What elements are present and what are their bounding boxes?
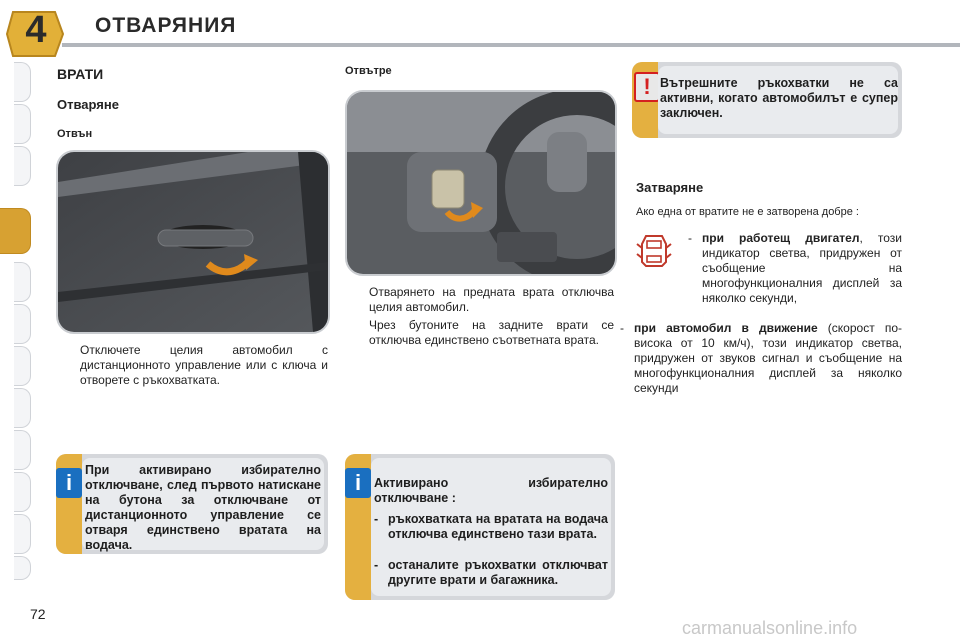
info-mid-item-1-text: ръкохватката на вратата на водача отключва единствено тази врата. (388, 512, 608, 541)
page-title: ОТВАРЯНИЯ (95, 14, 237, 37)
outside-heading: Отвън (57, 128, 93, 140)
closing-heading: Затваряне (636, 180, 704, 195)
closing-item-engine-bold: при работещ двигател (702, 231, 860, 245)
chapter-tab[interactable] (14, 304, 31, 344)
watermark: carmanualsonline.info (682, 618, 858, 638)
chapter-tab[interactable] (14, 472, 31, 512)
info-left-text: При активирано избирателно отключване, след първото натискане на бутона за отключване от дистанционното управление се отваря единствено вратата на водача. (85, 463, 321, 552)
chapter-tab-active[interactable] (0, 208, 31, 254)
inside-heading: Отвътре (345, 65, 392, 77)
inside-instruction-front (349, 285, 614, 315)
door-open-indicator-icon (636, 232, 672, 270)
info-mid-item-1 (374, 512, 608, 542)
dash-marker: - (374, 558, 379, 572)
closing-item-engine (688, 231, 902, 306)
outside-handle-photo (56, 150, 330, 334)
warning-box (632, 62, 902, 138)
warning-text: Вътрешните ръкохватки не са активни, когато автомобилът е супер заключен. (660, 76, 898, 120)
opening-heading: Отваряне (57, 97, 119, 112)
closing-item-moving-bold: при автомобил в движение (634, 321, 818, 335)
chapter-tab[interactable] (14, 346, 31, 386)
dash-marker: - (374, 512, 379, 526)
info-icon: i (56, 468, 82, 498)
dash-marker: - (688, 231, 692, 245)
info-icon: i (345, 468, 371, 498)
closing-item-moving-text: (скорост по-висока от 10 км/ч), този индикатор светва, придружен от звуков сигнал и съобщение на многофункционалния дисплей за няколко секунди (634, 321, 902, 395)
info-mid-item-2-text: останалите ръкохватки отключват другите врати и багажника. (388, 558, 608, 587)
warning-icon: ! (634, 72, 660, 102)
inside-instruction-rear-text: Чрез бутоните на задните врати се отключва единствено съответната врата. (369, 318, 614, 347)
info-mid-item-2 (374, 558, 608, 588)
chapter-tab[interactable] (14, 62, 31, 102)
closing-intro: Ако една от вратите не е затворена добре : (636, 206, 859, 218)
dash-marker: - (620, 321, 624, 335)
chapter-number: 4 (25, 9, 47, 51)
info-box-left (56, 454, 328, 554)
inside-instruction-front-text: Отварянето на предната врата отключва целия автомобил. (369, 285, 614, 314)
chapter-tab[interactable] (14, 514, 31, 554)
inside-instruction-rear (349, 318, 614, 348)
page-number: 72 (30, 606, 46, 622)
chapter-tab[interactable] (14, 388, 31, 428)
chapter-tab[interactable] (14, 262, 31, 302)
inside-handle-photo (345, 90, 617, 276)
chapter-tab[interactable] (14, 146, 31, 186)
outside-instruction-text: Отключете целия автомобил с дистанционното управление или с ключа и отворете с ръкохватката. (80, 343, 328, 387)
closing-item-moving (620, 321, 902, 396)
info-mid-title: Активирано избирателно отключване : (374, 476, 608, 505)
outside-instruction (60, 343, 328, 388)
closing-item-engine-text: , този индикатор светва, придружен от съобщение на многофункционалния дисплей за няколко секунди, (702, 231, 902, 305)
chapter-tab[interactable] (14, 104, 31, 144)
chapter-tabs (0, 62, 34, 582)
chapter-tab[interactable] (14, 430, 31, 470)
section-title: ВРАТИ (57, 66, 104, 82)
chapter-tab[interactable] (14, 556, 31, 580)
header-rule (62, 43, 960, 47)
info-box-middle (345, 454, 615, 600)
